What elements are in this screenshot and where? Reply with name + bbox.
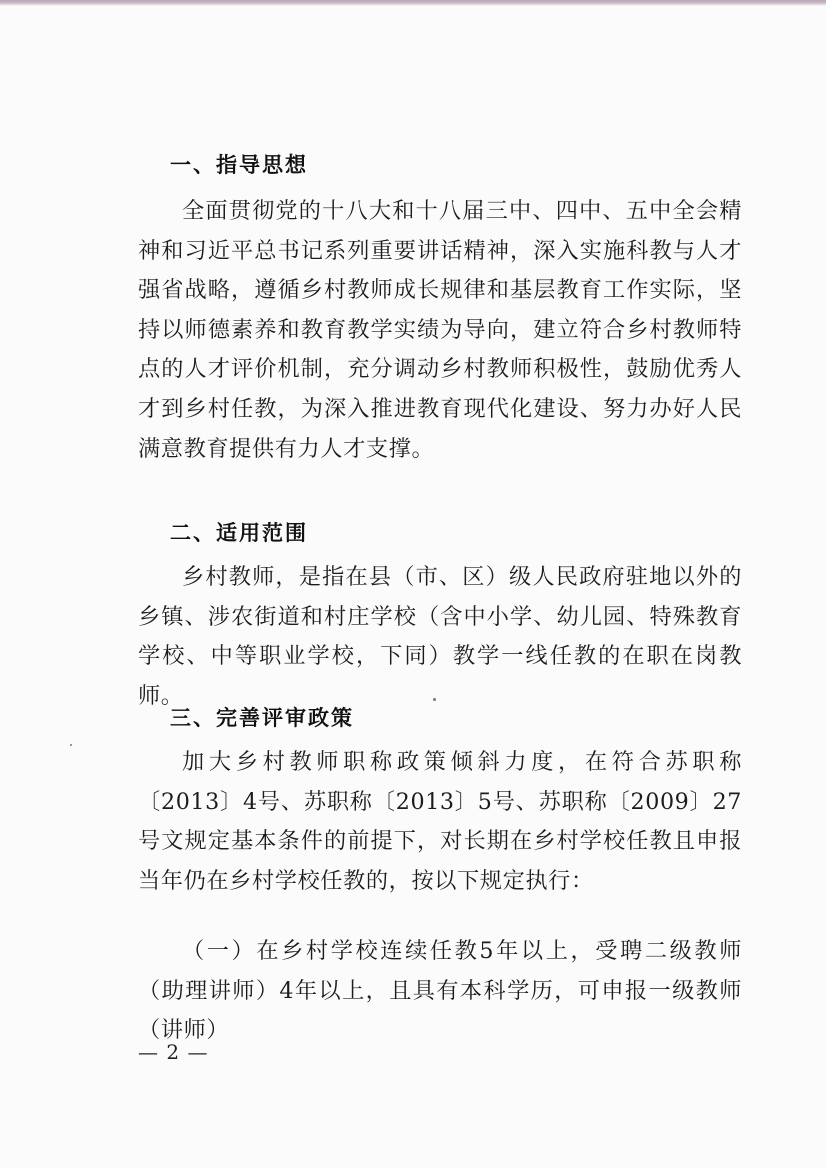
- paragraph-guiding-ideology: 全面贯彻党的十八大和十八届三中、四中、五中全会精神和习近平总书记系列重要讲话精神，深入实施科教与人才强省战略，遵循乡村教师成长规律和基层教育工作实际，坚持以师德素养和教育教学实绩为导向，建立符合乡村教师特点的人才评价机制，充分调动乡村教师积极性，鼓励优秀人才到乡村任教，为深入推进教育现代化建设、努力办好人民满意教育提供有力人才支撑。: [138, 198, 742, 462]
- section-heading-review-policy: 三、完善评审政策: [170, 706, 354, 730]
- paragraph-review-policy: 加大乡村教师职称政策倾斜力度，在符合苏职称〔2013〕4号、苏职称〔2013〕5号、苏职称〔2009〕27号文规定基本条件的前提下，对长期在乡村学校任教且申报当年仍在乡村学校任教的，按以下规定执行：: [138, 749, 742, 894]
- scan-speck: [433, 698, 436, 701]
- paragraph-item-one: （一）在乡村学校连续任教5年以上，受聘二级教师（助理讲师）4年以上，且具有本科学历，可申报一级教师（讲师）: [138, 938, 742, 1044]
- paragraph-scope: 乡村教师，是指在县（市、区）级人民政府驻地以外的乡镇、涉农街道和村庄学校（含中小学、幼儿园、特殊教育学校、中等职业学校，下同）教学一线任教的在职在岗教师。: [138, 564, 742, 709]
- scan-speck: [70, 744, 72, 746]
- page-number: — 2 —: [138, 1040, 209, 1064]
- section-heading-guiding-ideology: 一、指导思想: [170, 153, 308, 177]
- section-heading-scope: 二、适用范围: [170, 521, 308, 545]
